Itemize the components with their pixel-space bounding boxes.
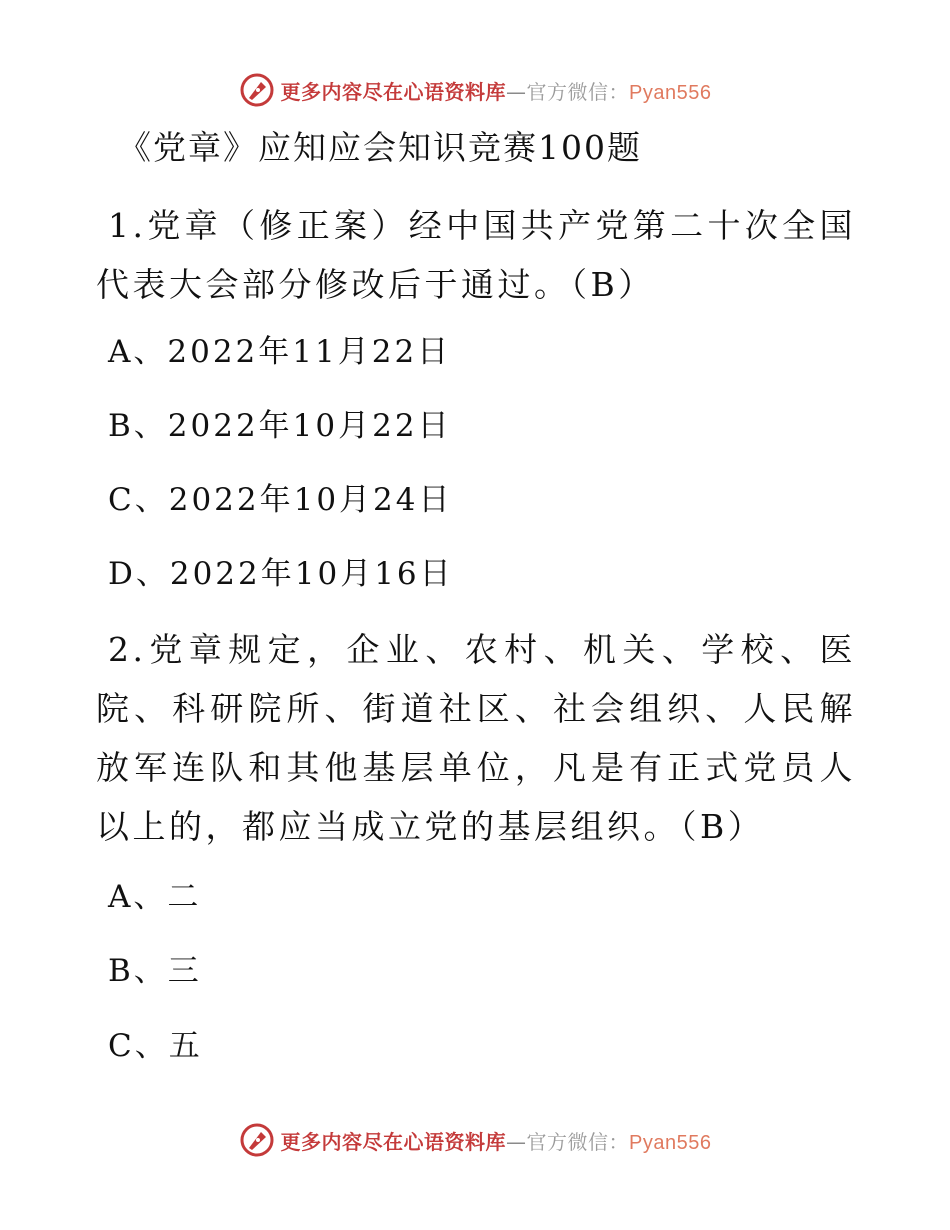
watermark-text: 更多内容尽在心语资料库—官方微信：Pyan556: [280, 1129, 712, 1154]
question-text: 党章规定，企业、农村、机关、学校、医院、科研院所、街道社区、社会组织、人民解放军连队和其他基层单位，凡是有正式党员人以上的，都应当成立党的基层组织。（B）: [96, 630, 856, 846]
option-b: B、2022年10月22日: [108, 408, 452, 444]
option-a: A、二: [108, 879, 202, 915]
header-watermark-banner: [0, 68, 950, 112]
option-b: B、三: [108, 953, 202, 989]
option-c: C、2022年10月24日: [108, 482, 453, 518]
option-c: C、五: [108, 1028, 203, 1064]
option-d: D、2022年10月16日: [108, 556, 454, 592]
watermark-text: 更多内容尽在心语资料库—官方微信：Pyan556: [280, 79, 712, 104]
question-number: 2.: [108, 630, 147, 669]
question-2: [96, 620, 856, 856]
question-number: 1.: [108, 206, 147, 245]
option-a: A、2022年11月22日: [108, 334, 452, 370]
pen-nib-logo-icon: [239, 72, 275, 108]
pen-nib-logo-icon: [239, 1122, 275, 1158]
footer-watermark-banner: [0, 1118, 950, 1162]
document-title: 《党章》应知应会知识竞赛100题: [118, 128, 642, 167]
question-1: [96, 196, 856, 314]
question-text: 党章（修正案）经中国共产党第二十次全国代表大会部分修改后于通过。（B）: [96, 206, 856, 304]
